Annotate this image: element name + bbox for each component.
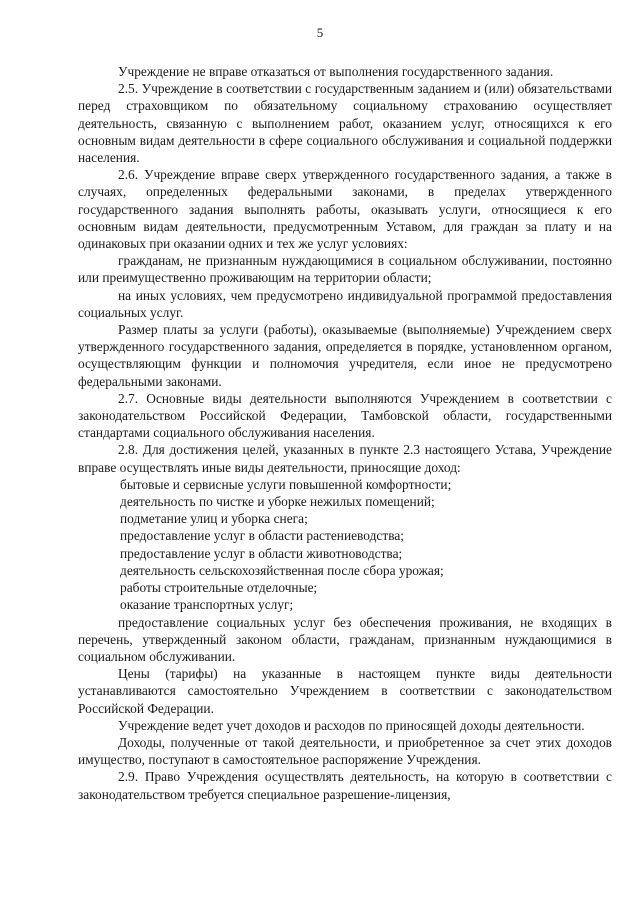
paragraph: Учреждение не вправе отказаться от выполнения государственного задания.: [118, 64, 554, 79]
paragraph: 2.9. Право Учреждения осуществлять деятельность, на которую в соответствии с законодательством требуется специальное разрешение-лицензия,: [78, 769, 612, 802]
paragraph: гражданам, не признанным нуждающимися в социальном обслуживании, постоянно или преимущественно проживающим на территории области;: [78, 253, 612, 286]
list-item: предоставление услуг в области животноводства;: [120, 545, 403, 561]
list-item: деятельность сельскохозяйственная после сбора урожая;: [120, 562, 444, 578]
paragraph: 2.6. Учреждение вправе сверх утвержденного государственного задания, а также в случаях, определенных федеральными законами, в пределах утвержденного государственного задания выполнять работы, оказывать услуги, относящиеся к его основным видам деятельности, предусмотренным Уставом, для граждан за плату и на одинаковых при оказании одних и тех же услуг условиях:: [78, 167, 612, 252]
document-body: [78, 63, 612, 803]
paragraph: Размер платы за услуги (работы), оказываемые (выполняемые) Учреждением сверх утвержденного государственного задания, определяется в порядке, установленном органом, осуществляющим функции и полномочия учредителя, если иное не предусмотрено федеральными законами.: [78, 322, 612, 389]
paragraph: 2.8. Для достижения целей, указанных в пункте 2.3 настоящего Устава, Учреждение вправе осуществлять иные виды деятельности, приносящие доход:: [78, 442, 612, 475]
list-item: оказание транспортных услуг;: [120, 597, 294, 613]
list-item: деятельность по чистке и уборке нежилых помещений;: [120, 494, 435, 510]
paragraph: предоставление социальных услуг без обеспечения проживания, не входящих в перечень, утвержденный законом области, гражданам, признанным нуждающимися в социальном обслуживании.: [78, 614, 612, 664]
list-item: предоставление услуг в области растениеводства;: [120, 528, 405, 544]
paragraph: 2.7. Основные виды деятельности выполняются Учреждением в соответствии с законодательством Российской Федерации, Тамбовской области, государственными стандартами социального обслуживания населения.: [78, 390, 612, 441]
list-item: бытовые и сервисные услуги повышенной комфортности;: [120, 476, 452, 492]
paragraph: Доходы, полученные от такой деятельности, и приобретенное за счет этих доходов имущество, поступают в самостоятельное распоряжение Учреждения.: [78, 734, 612, 768]
paragraph: Цены (тарифы) на указанные в настоящем пункте виды деятельности устанавливаются самостоятельно Учреждением в соответствии с законодательством Российской Федерации.: [78, 666, 612, 716]
paragraph: Учреждение ведет учет доходов и расходов по приносящей доходы деятельности.: [118, 717, 585, 733]
paragraph: 2.5. Учреждение в соответствии с государственным заданием и (или) обязательствами перед страховщиком по обязательному социальному страхованию осуществляет деятельность, связанную с выполнением работ, оказанием услуг, относящихся к его основным видам деятельности в сфере социального обслуживания и социальной поддержки населения.: [78, 81, 612, 166]
page-number: 5: [316, 25, 324, 40]
list-item: работы строительные отделочные;: [120, 580, 318, 596]
list-item: подметание улиц и уборка снега;: [120, 511, 308, 527]
paragraph: на иных условиях, чем предусмотрено индивидуальной программой предоставления социальных услуг.: [78, 287, 612, 320]
